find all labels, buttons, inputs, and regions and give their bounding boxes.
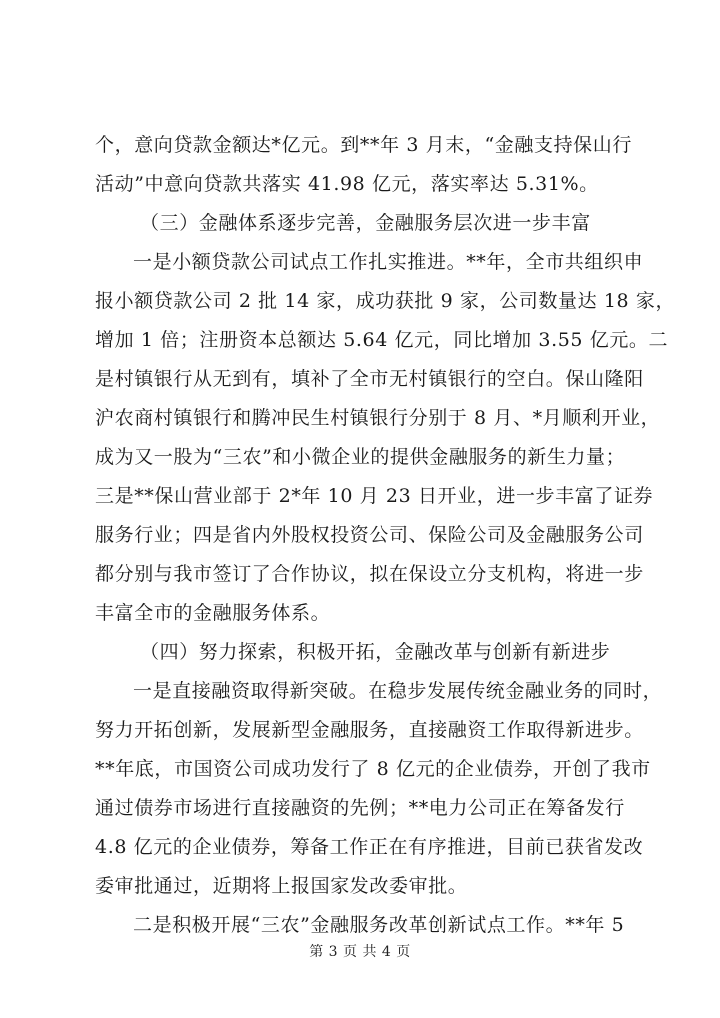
body-text-line: 丰富全市的金融服务体系。 [95, 602, 331, 624]
body-text-line: 成为又一股为“三农”和小微企业的提供金融服务的新生力量； [95, 446, 626, 468]
body-text-line: 一是直接融资取得新突破。在稳步发展传统金融业务的同时， [133, 680, 663, 702]
body-text-line: 沪农商村镇银行和腾冲民生村镇银行分别于 8 月、*月顺利开业， [95, 407, 661, 429]
section-heading: （三）金融体系逐步完善，金融服务层次进一步丰富 [140, 212, 591, 234]
body-text-line: 增加 1 倍；注册资本总额达 5.64 亿元，同比增加 3.55 亿元。二 [95, 329, 669, 351]
section-heading: （四）努力探索，积极开拓，金融改革与创新有新进步 [140, 641, 611, 663]
body-text-line: **年底，市国资公司成功发行了 8 亿元的企业债券，开创了我市 [95, 758, 651, 780]
page-footer: 第 3 页 共 4 页 [309, 944, 411, 960]
body-text-line: 都分别与我市签订了合作协议，拟在保设立分支机构，将进一步 [95, 563, 644, 585]
body-text-line: 活动”中意向贷款共落实 41.98 亿元，落实率达 5.31%。 [95, 173, 599, 195]
body-text-line: 三是**保山营业部于 2*年 10 月 23 日开业，进一步丰富了证券 [95, 485, 654, 507]
body-text-line: 努力开拓创新，发展新型金融服务，直接融资工作取得新进步。 [95, 719, 644, 741]
body-text-line: 个，意向贷款金额达*亿元。到**年 3 月末，“金融支持保山行 [95, 134, 632, 156]
body-text-line: 是村镇银行从无到有，填补了全市无村镇银行的空白。保山隆阳 [95, 368, 644, 390]
body-text-line: 委审批通过，近期将上报国家发改委审批。 [95, 875, 468, 897]
body-text-line: 通过债券市场进行直接融资的先例；**电力公司正在筹备发行 [95, 797, 625, 819]
body-text-line: 一是小额贷款公司试点工作扎实推进。**年，全市共组织申 [133, 251, 644, 273]
body-text-line: 二是积极开展“三农”金融服务改革创新试点工作。**年 5 [133, 914, 625, 936]
body-text-line: 报小额贷款公司 2 批 14 家，成功获批 9 家，公司数量达 18 家， [95, 290, 676, 312]
body-text-line: 4.8 亿元的企业债券，筹备工作正在有序推进，目前已获省发改 [95, 836, 644, 858]
body-text-line: 服务行业；四是省内外股权投资公司、保险公司及金融服务公司 [95, 524, 644, 546]
